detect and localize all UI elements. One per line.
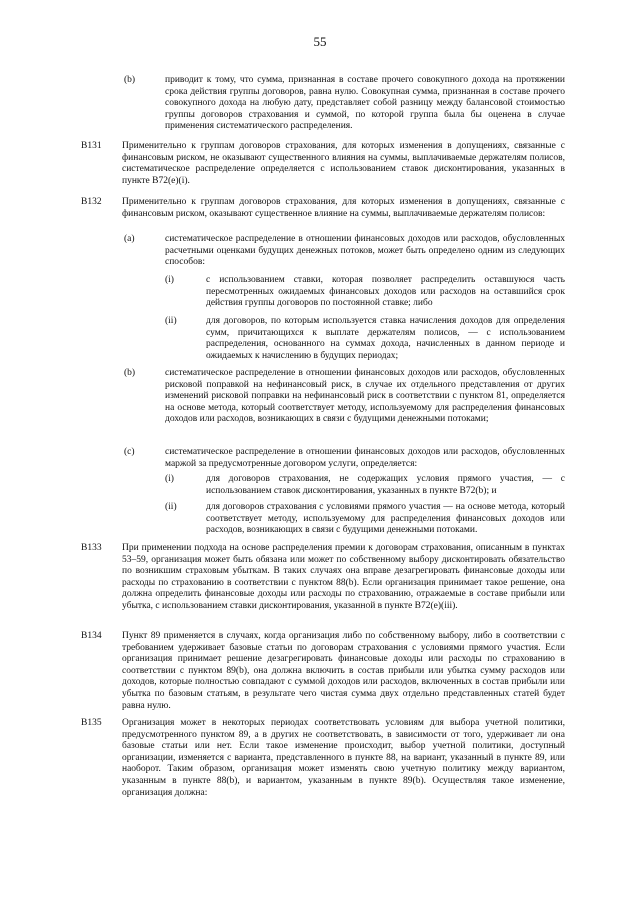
subitem-c-ii-label: (ii)	[165, 502, 177, 512]
paragraph-b133: При применении подхода на основе распределения премии к договорам страхования, описанным в пунктах 53–59, организация может быть обязана или может по собственному выбору дисконтировать обязательство по возникшим страховым убыткам. В таких случаях она вправе дезагрегировать финансовые доходы или расходы по страхованию в соответствии с пунктом 88(b). Если организация принимает такое решение, она должна определить финансовые доходы или расходы по страхованию, отражаемые в составе прибыли или убытка, с использованием ставки дисконтирования, указанной в пункте B72(e)(iii).	[122, 543, 565, 611]
item-b2-text: систематическое распределение в отношении финансовых доходов или расходов, обусловленных рисковой поправкой на нефинансовый риск, в случае их отдельного представления от других изменений рисковой поправки на нефинансовый риск в соответствии с пунктом 81, определяется на основе метода, который соответствует методу, используемому для распределения финансовых доходов или расходов, возникающих в связи с будущими денежными потоками;	[165, 368, 565, 425]
paragraph-b135: Организация может в некоторых периодах соответствовать условиям для выбора учетной политики, предусмотренного пунктом 89, а в других не соответствовать, в зависимости от того, удерживает ли она базовые статьи или нет. Если такое изменение происходит, выбор учетной политики, доступный организации, изменяется с варианта, представленного в пункте 88, на вариант, указанный в пункте 89, или наоборот. Таким образом, организация может изменять свою учетную политику между вариантом, указанным в пункте 88(b), и вариантом, указанным в пункте 89(b). Осуществляя такое изменение, организация должна:	[122, 718, 565, 798]
item-c-text: систематическое распределение в отношении финансовых доходов или расходов, обусловленных маржой за предусмотренные договором услуги, определяется:	[165, 447, 565, 469]
paragraph-b134: Пункт 89 применяется в случаях, когда организация либо по собственному выбору, либо в соответствии с требованием удерживает базовые статьи по договорам страхования с условиями прямого участия. Если организация принимает решение дезагрегировать финансовые доходы или расходы по страхованию в соответствии с пунктом 89(b), она должна включить в состав прибыли или убытка сумму расходов или доходов, которые полностью совпадают с суммой доходов или расходов, включенных в состав прибыли или убытка по базовым статьям, в результате чего чистая сумма двух отдельно представленных статей будет равна нулю.	[122, 631, 565, 711]
paragraph-label-b131: B131	[81, 141, 102, 151]
paragraph-label-b135: B135	[81, 718, 102, 728]
paragraph-b131: Применительно к группам договоров страхования, для которых изменения в допущениях, связанные с финансовым риском, не оказывают существенного влияния на суммы, выплачиваемые держателям полисов, систематическое распределение определяется с использованием ставок дисконтирования, указанных в пункте B72(e)(i).	[122, 141, 565, 186]
paragraph-label-b134: B134	[81, 631, 102, 641]
subitem-a-ii-text: для договоров, по которым используется ставка начисления доходов для определения сумм, причитающихся к выплате держателям полисов, — с использованием распределения, основанного на суммах дохода, начисленных в данном периоде и ожидаемых к начислению в будущих периодах;	[206, 316, 565, 361]
subitem-c-i-label: (i)	[165, 474, 174, 484]
item-b-label: (b)	[124, 75, 136, 85]
subitem-a-i-text: с использованием ставки, которая позволяет распределить оставшуюся часть пересмотренных ожидаемых финансовых доходов или расходов на оставшийся срок действия группы договоров по постоянной ставке; либо	[206, 275, 565, 309]
paragraph-label-b132: B132	[81, 197, 102, 207]
item-a-label: (a)	[124, 234, 135, 244]
subitem-c-ii-text: для договоров страхования с условиями прямого участия — на основе метода, который соответствует методу, используемому для распределения финансовых доходов или расходов, возникающих в связи с будущими денежными потоками.	[206, 502, 565, 536]
item-a-text: систематическое распределение в отношении финансовых доходов или расходов, обусловленных расчетными оценками будущих денежных потоков, может быть определено одним из следующих способов:	[165, 234, 565, 268]
item-b-text: приводит к тому, что сумма, признанная в составе прочего совокупного дохода на протяжении срока действия группы договоров, равна нулю. Совокупная сумма, признанная в составе прочего совокупного дохода на любую дату, представляет собой разницу между балансовой стоимостью группы договоров страхования и суммой, по которой группа была бы оценена в случае применения систематического распределения.	[165, 75, 565, 132]
subitem-a-ii-label: (ii)	[165, 316, 177, 326]
item-c-label: (c)	[124, 447, 135, 457]
subitem-a-i-label: (i)	[165, 275, 174, 285]
page-number: 55	[313, 34, 327, 49]
item-b2-label: (b)	[124, 368, 136, 378]
paragraph-label-b133: B133	[81, 543, 102, 553]
paragraph-b132: Применительно к группам договоров страхования, для которых изменения в допущениях, связанные с финансовым риском, оказывают существенное влияние на суммы, выплачиваемые держателям полисов:	[122, 197, 565, 219]
subitem-c-i-text: для договоров страхования, не содержащих условия прямого участия, — с использованием ставок дисконтирования, указанных в пункте B72(b); и	[206, 474, 565, 496]
